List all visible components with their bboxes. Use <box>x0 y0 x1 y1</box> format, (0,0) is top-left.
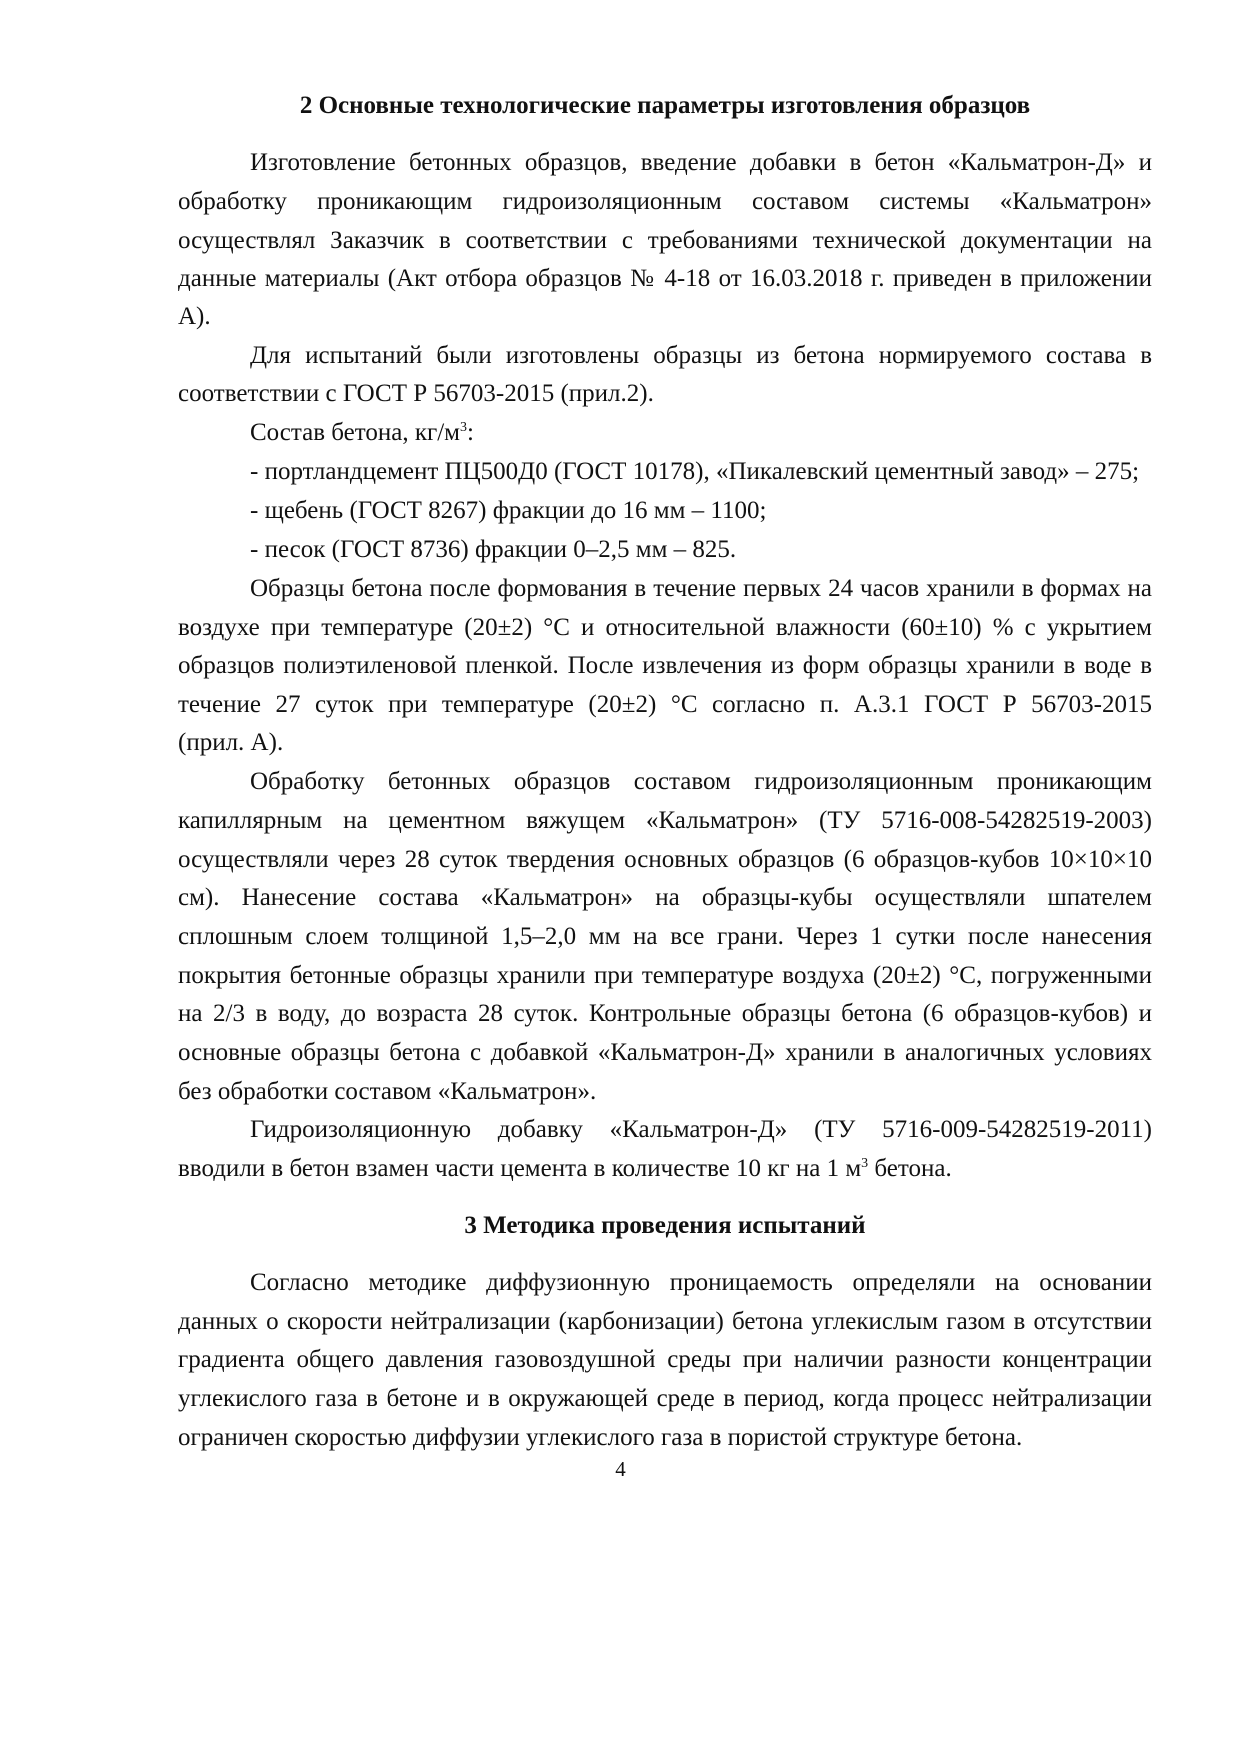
list-item: - щебень (ГОСТ 8267) фракции до 16 мм – 1100; <box>250 497 767 524</box>
text-line: градиента общего давления газовоздушной среды при наличии разности концентрации <box>178 1346 1152 1373</box>
text-line: Гидроизоляционную добавку «Кальматрон-Д» (ТУ 5716-009-54282519-2011) <box>250 1116 1152 1143</box>
superscript: 3 <box>861 1156 869 1171</box>
text-line: образцов полиэтиленовой пленкой. После извлечения из форм образцы хранили в воде в <box>178 652 1152 679</box>
list-item: - песок (ГОСТ 8736) фракции 0–2,5 мм – 825. <box>250 536 737 563</box>
composition-label-text: Состав бетона, кг/м <box>250 419 460 446</box>
text-line: капиллярным на цементном вяжущем «Кальматрон» (ТУ 5716-008-54282519-2003) <box>178 807 1152 834</box>
text-line: ограничен скоростью диффузии углекислого газа в пористой структуре бетона. <box>178 1424 1023 1451</box>
text-line: см). Нанесение состава «Кальматрон» на образцы-кубы осуществляли шпателем <box>178 884 1152 911</box>
list-item: - портландцемент ПЦ500Д0 (ГОСТ 10178), «Пикалевский цементный завод» – 275; <box>250 458 1140 485</box>
text-line: воздухе при температуре (20±2) °С и относительной влажности (60±10) % с укрытием <box>178 614 1152 641</box>
text-line: соответствии с ГОСТ Р 56703-2015 (прил.2). <box>178 380 654 407</box>
text-line: сплошным слоем толщиной 1,5–2,0 мм на все грани. Через 1 сутки после нанесения <box>178 923 1152 950</box>
text-line: без обработки составом «Кальматрон». <box>178 1078 597 1105</box>
text-line: на 2/3 в воду, до возраста 28 суток. Контрольные образцы бетона (6 образцов-кубов) и <box>178 1000 1152 1027</box>
text-line: Изготовление бетонных образцов, введение добавки в бетон «Кальматрон-Д» и <box>250 149 1152 176</box>
text-line: Согласно методике диффузионную проницаемость определяли на основании <box>250 1269 1152 1296</box>
text-line: обработку проникающим гидроизоляционным составом системы «Кальматрон» <box>178 188 1152 215</box>
text-line: (прил. А). <box>178 729 284 756</box>
text-line: углекислого газа в бетоне и в окружающей среде в период, когда процесс нейтрализации <box>178 1385 1152 1412</box>
text-segment: вводили в бетон взамен части цемента в количестве 10 кг на 1 м <box>178 1155 862 1182</box>
text-line: данных о скорости нейтрализации (карбонизации) бетона углекислым газом в отсутствии <box>178 1308 1152 1335</box>
section-heading: 3 Методика проведения испытаний <box>464 1212 866 1239</box>
superscript: 3 <box>460 420 467 435</box>
text-segment: бетона. <box>868 1155 952 1182</box>
text-line <box>178 1154 1152 1184</box>
text-line: А). <box>178 303 211 330</box>
text-line: данные материалы (Акт отбора образцов № 4-18 от 16.03.2018 г. приведен в приложении <box>178 265 1152 292</box>
composition-label <box>250 418 1152 448</box>
page-number: 4 <box>615 1457 626 1481</box>
text-line: течение 27 суток при температуре (20±2) °С согласно п. А.3.1 ГОСТ Р 56703-2015 <box>178 691 1152 718</box>
section-heading: 2 Основные технологические параметры изготовления образцов <box>299 92 1031 119</box>
text-line: Для испытаний были изготовлены образцы из бетона нормируемого состава в <box>250 342 1152 369</box>
text-line: покрытия бетонные образцы хранили при температуре воздуха (20±2) °С, погруженными <box>178 962 1152 989</box>
text-line: осуществляли через 28 суток твердения основных образцов (6 образцов-кубов 10×10×10 <box>178 846 1152 873</box>
text-line: Образцы бетона после формования в течение первых 24 часов хранили в формах на <box>250 575 1152 602</box>
text-line: основные образцы бетона с добавкой «Кальматрон-Д» хранили в аналогичных условиях <box>178 1039 1152 1066</box>
composition-label-suffix: : <box>467 419 474 446</box>
text-line: Обработку бетонных образцов составом гидроизоляционным проникающим <box>250 768 1152 795</box>
text-line: осуществлял Заказчик в соответствии с требованиями технической документации на <box>178 227 1152 254</box>
